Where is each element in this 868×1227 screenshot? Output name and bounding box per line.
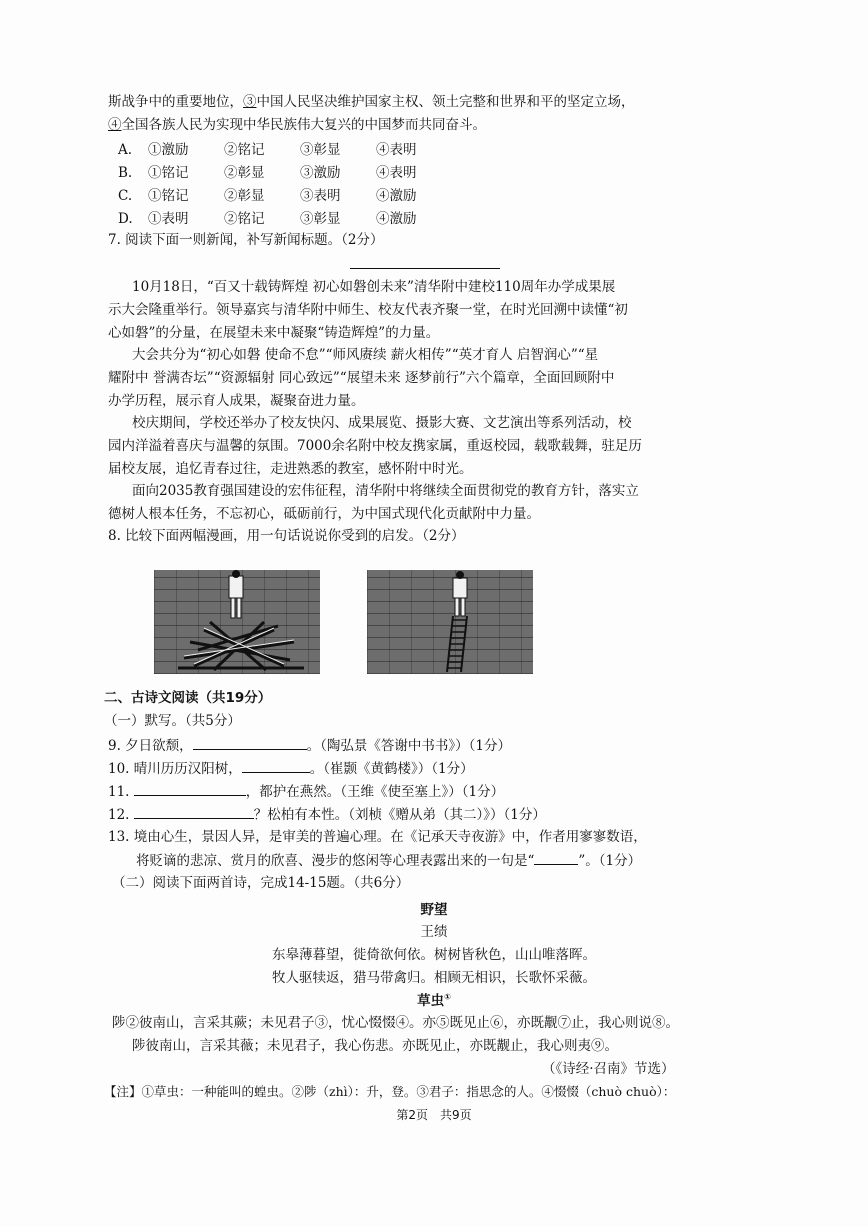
news-paragraph: 办学历程，展示育人成果，凝聚奋进力量。: [108, 393, 365, 409]
news-paragraph: 示大会隆重举行。领导嘉宾与清华附中师生、校友代表齐聚一堂，在时光回溯中读懂“初: [108, 302, 628, 318]
option-item: ③彰显: [300, 211, 341, 227]
q9: 9. 夕日欲颓， 。（陶弘景《答谢中书书》）（1分）: [108, 735, 511, 756]
subsection-title: （一）默写。（共5分）: [104, 713, 241, 729]
option-item: ②铭记: [224, 142, 265, 158]
poem-line: 陟彼南山，言采其薇；未见君子，我心伤悲。亦既见止，亦既觏止，我心则夷⑨。: [132, 1038, 618, 1054]
option-item: ④表明: [376, 142, 417, 158]
option-item: ①激励: [148, 142, 189, 158]
answer-blank[interactable]: [134, 804, 254, 819]
footnote: 【注】①草虫：一种能叫的蝗虫。②陟（zhì）：升，登。③君子：指思念的人。④惙惙（chuò chuò）：: [104, 1084, 676, 1099]
option-label: B.: [118, 165, 133, 181]
option-item: ②铭记: [224, 211, 265, 227]
answer-blank[interactable]: [134, 781, 246, 796]
news-paragraph: 心如磐”的分量，在展望未来中凝聚“铸造辉煌”的力量。: [108, 325, 440, 341]
option-label: D.: [118, 211, 133, 227]
text-line: 斯战争中的重要地位，③中国人民坚决维护国家主权、领土完整和世界和平的坚定立场，: [108, 94, 635, 110]
option-item: ④表明: [376, 165, 417, 181]
poem-title: 野望: [420, 902, 448, 918]
comic-right-drawing: [367, 570, 533, 674]
q7-prompt: 7. 阅读下面一则新闻，补写新闻标题。（2分）: [108, 232, 384, 248]
option-item: ④激励: [376, 188, 417, 204]
q11: 11. ，都护在燕然。（王维《使至塞上》）（1分）: [108, 781, 504, 802]
option-item: ④激励: [376, 211, 417, 227]
option-item: ③彰显: [300, 142, 341, 158]
news-paragraph: 耀附中 誉满杏坛”“资源辐射 同心致远”“展望未来 逐梦前行”六个篇章，全面回顾附中: [108, 370, 615, 386]
news-paragraph: 届校友展，追忆青春过往，走进熟悉的教室，感怀附中时光。: [108, 461, 473, 477]
option-row[interactable]: [118, 163, 452, 183]
poem-author: 王绩: [420, 924, 448, 940]
comic-left-drawing: [154, 570, 320, 674]
option-item: ②彰显: [224, 165, 265, 181]
option-label: A.: [118, 142, 133, 158]
news-paragraph: 校庆期间，学校还举办了校友快闪、成果展览、摄影大赛、文艺演出等系列活动，校: [132, 415, 632, 431]
option-item: ①铭记: [148, 165, 189, 181]
comic-right: [367, 570, 533, 674]
section-title: 二、古诗文阅读（共19分）: [104, 690, 272, 706]
poem-source: （《诗经·召南》节选）: [542, 1061, 675, 1077]
q12: 12. ？松柏有本性。（刘桢《赠从弟（其二）》）（1分）: [108, 804, 546, 825]
answer-blank[interactable]: [193, 735, 307, 750]
poem-title: 草虫①: [417, 992, 451, 1009]
option-item: ①铭记: [148, 188, 189, 204]
news-paragraph: 园内洋溢着喜庆与温馨的氛围。7000余名附中校友携家属，重返校园，载歌载舞，驻足历: [108, 438, 642, 454]
option-item: ①表明: [148, 211, 189, 227]
answer-blank[interactable]: [534, 850, 578, 865]
poem-line: 陟②彼南山，言采其蕨；未见君子③，忧心惙惙④。亦⑤既见止⑥，亦既觏⑦止，我心则说⑧。: [112, 1015, 679, 1031]
text-line: ④全国各族人民为实现中华民族伟大复兴的中国梦而共同奋斗。: [108, 117, 486, 133]
news-paragraph: 面向2035教育强国建设的宏伟征程，清华附中将继续全面贯彻党的教育方针，落实立: [132, 483, 639, 499]
q8-prompt: 8. 比较下面两幅漫画，用一句话说说你受到的启发。（2分）: [108, 528, 465, 544]
option-label: C.: [118, 188, 133, 204]
option-row[interactable]: [118, 209, 452, 229]
poem-line: 牧人驱犊返，猎马带禽归。相顾无相识，长歌怀采薇。: [272, 970, 596, 986]
subsection-title: （二）阅读下面两首诗，完成14-15题。（共6分）: [112, 875, 410, 891]
news-paragraph: 德树人根本任务，不忘初心，砥砺前行，为中国式现代化贡献附中力量。: [108, 506, 540, 522]
option-item: ③表明: [300, 188, 341, 204]
poem-line: 东皋薄暮望，徙倚欲何依。树树皆秋色，山山唯落晖。: [272, 947, 596, 963]
option-item: ②彰显: [224, 188, 265, 204]
q13-cont: 将贬谪的悲凉、赏月的欣喜、漫步的悠闲等心理表露出来的一句是“ ”。（1分）: [136, 850, 641, 871]
q10: 10. 晴川历历汉阳树， 。（崔颢《黄鹤楼》）（1分）: [108, 758, 474, 779]
option-item: ③激励: [300, 165, 341, 181]
news-paragraph: 大会共分为“初心如磐 使命不怠”“师风赓续 薪火相传”“英才育人 启智润心”“星: [132, 347, 599, 363]
q13: 13. 境由心生，景因人异，是审美的普遍心理。在《记承天寺夜游》中，作者用寥寥数语，: [108, 829, 647, 845]
option-row[interactable]: [118, 186, 452, 206]
page-footer: 第2页 共9页: [396, 1108, 472, 1122]
news-paragraph: 10月18日，“百又十载铸辉煌 初心如磐创未来”清华附中建校110周年办学成果展: [132, 279, 616, 295]
comic-left: [154, 570, 320, 674]
answer-blank[interactable]: [242, 758, 310, 773]
option-row[interactable]: [118, 140, 452, 160]
headline-blank[interactable]: [350, 268, 500, 269]
